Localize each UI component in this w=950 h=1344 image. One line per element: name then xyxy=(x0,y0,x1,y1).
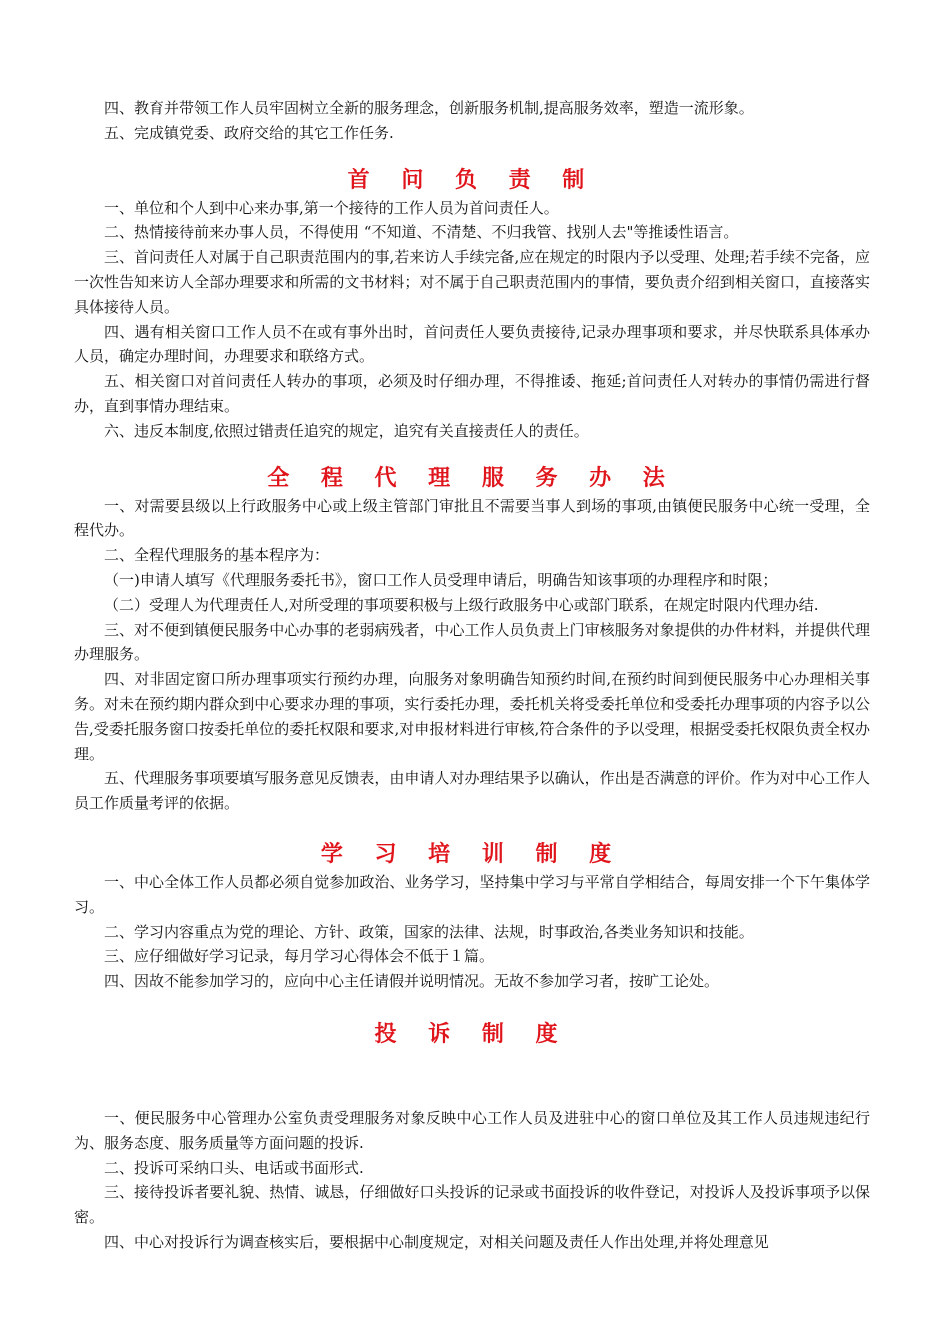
section2-paragraph: （二）受理人为代理责任人,对所受理的事项要积极与上级行政服务中心或部门联系，在规定时限内代理办结. xyxy=(104,595,819,614)
section1-paragraph: 六、违反本制度,依照过错责任追究的规定，追究有关直接责任人的责任。 xyxy=(104,421,589,440)
section-title-full-agency: 全 程 代 理 服 务 办 法 xyxy=(267,465,677,491)
section4-paragraph: 一、便民服务中心管理办公室负责受理服务对象反映中心工作人员及进驻中心的窗口单位及其工作人员违规违纪行为、服务态度、服务质量等方面问题的投诉. xyxy=(74,1108,870,1152)
section3-paragraph: 一、中心全体工作人员都必须自觉参加政治、业务学习，坚持集中学习与平常自学相结合，每周安排一个下午集体学习。 xyxy=(74,872,870,916)
section3-paragraph: 二、学习内容重点为党的理论、方针、政策，国家的法律、法规，时事政治,各类业务知识和技能。 xyxy=(104,922,754,941)
section1-paragraph: 一、单位和个人到中心来办事,第一个接待的工作人员为首问责任人。 xyxy=(104,198,559,217)
section2-paragraph: 四、对非固定窗口所办理事项实行预约办理，向服务对象明确告知预约时间,在预约时间到便民服务中心办理相关事务。对未在预约期内群众到中心要求办理的事项，实行委托办理，委托机关将受委托单位和受委托办理事项的内容予以公告,受委托服务窗口按委托单位的委托权限和要求,对申报材料进行审核,符合条件的予以受理，根据受委托权限负责全权办理。 xyxy=(74,670,870,763)
intro-paragraph-4: 四、教育并带领工作人员牢固树立全新的服务理念，创新服务机制,提高服务效率，塑造一流形象。 xyxy=(104,99,754,117)
section-title-complaints: 投 诉 制 度 xyxy=(374,1021,570,1047)
blank-gap xyxy=(74,1050,870,1106)
section4-paragraph: 二、投诉可采纳口头、电话或书面形式. xyxy=(104,1158,364,1177)
section2-paragraph: 三、对不便到镇便民服务中心办事的老弱病残者，中心工作人员负责上门审核服务对象提供的办件材料，并提供代理办理服务。 xyxy=(74,620,870,664)
section1-paragraph: 四、遇有相关窗口工作人员不在或有事外出时，首问责任人要负责接待,记录办理事项和要求，并尽快联系具体承办人员，确定办理时间，办理要求和联络方式。 xyxy=(74,322,870,366)
section2-paragraph: 五、代理服务事项要填写服务意见反馈表，由申请人对办理结果予以确认，作出是否满意的评价。作为对中心工作人员工作质量考评的依据。 xyxy=(74,769,870,813)
section4-paragraph: 三、接待投诉者要礼貌、热情、诚恳，仔细做好口头投诉的记录或书面投诉的收件登记，对投诉人及投诉事项予以保密。 xyxy=(74,1183,870,1227)
section4-paragraph: 四、中心对投诉行为调查核实后，要根据中心制度规定，对相关问题及责任人作出处理,并将处理意见 xyxy=(104,1232,769,1251)
section-title-study-training: 学 习 培 训 制 度 xyxy=(320,841,624,867)
intro-paragraph-5: 五、完成镇党委、政府交给的其它工作任务. xyxy=(104,123,394,142)
section1-paragraph: 三、首问责任人对属于自己职责范围内的事,若来访人手续完备,应在规定的时限内予以受理、处理;若手续不完备，应一次性告知来访人全部办理要求和所需的文书材料；对不属于自己职责范围内的事情，要负责介绍到相关窗口，直接落实具体接待人员。 xyxy=(74,248,870,316)
section2-paragraph: （一)申请人填写《代理服务委托书》，窗口工作人员受理申请后，明确告知该事项的办理程序和时限； xyxy=(104,570,778,589)
section3-paragraph: 四、因故不能参加学习的，应向中心主任请假并说明情况。无故不参加学习者，按旷工论处。 xyxy=(104,972,720,991)
document-page xyxy=(74,96,870,1255)
section2-paragraph: 一、对需要县级以上行政服务中心或上级主管部门审批且不需要当事人到场的事项,由镇便民服务中心统一受理，全程代办。 xyxy=(74,496,870,540)
section3-paragraph: 三、应仔细做好学习记录，每月学习心得体会不低于１篇。 xyxy=(104,947,495,966)
section-title-first-inquiry: 首 问 负 责 制 xyxy=(347,167,597,193)
section1-paragraph: 二、热情接待前来办事人员，不得使用 “不知道、不清楚、不归我管、找别人去"等推诿性语言。 xyxy=(104,223,739,242)
section1-paragraph: 五、相关窗口对首问责任人转办的事项，必须及时仔细办理，不得推诿、拖延;首问责任人对转办的事情仍需进行督办，直到事情办理结束。 xyxy=(74,372,870,415)
section2-paragraph: 二、全程代理服务的基本程序为： xyxy=(104,546,330,565)
